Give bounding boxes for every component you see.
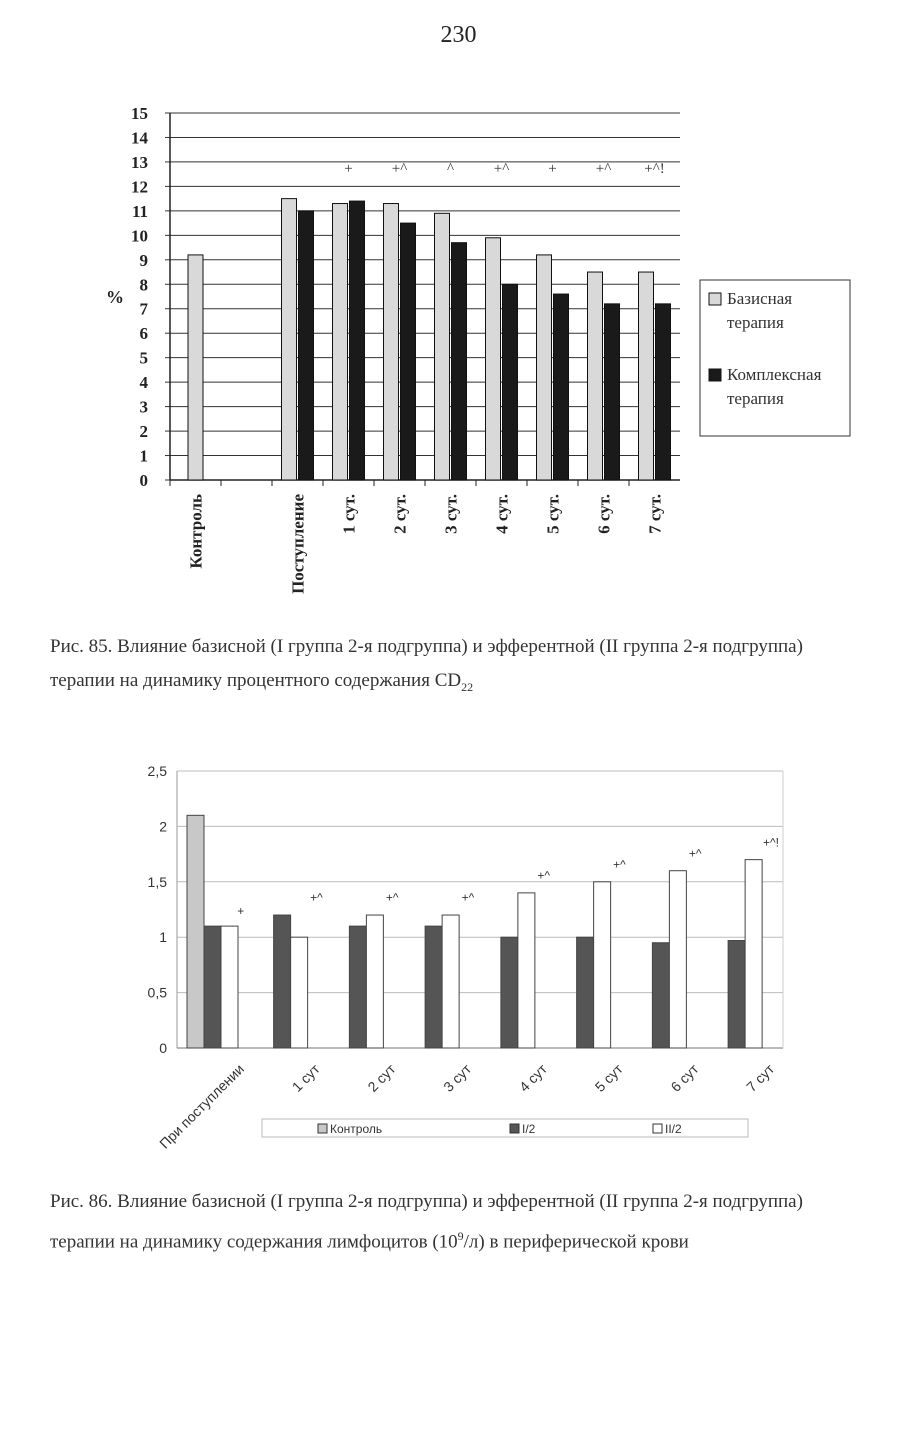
x-tick-label: 5 сут [591,1060,626,1095]
bar-complex-therapy [452,243,467,480]
x-tick-label: 7 сут. [645,494,665,534]
y-tick-label: 11 [131,201,148,221]
y-tick-label: 1 [159,929,167,946]
significance-marker: +^ [391,160,408,177]
figure-85-caption-subscript: 22 [461,679,474,694]
bar-group-i2 [501,937,518,1048]
y-tick-label: 12 [131,177,148,197]
significance-marker: +^ [688,846,702,861]
y-tick-label: 14 [131,128,148,148]
legend [700,280,850,436]
bar-basic-therapy [435,213,450,480]
bar-basic-therapy [333,204,348,480]
x-tick-label: 7 сут [743,1060,778,1095]
bar-group-ii2 [366,915,383,1048]
legend-label: Контроль [330,1122,383,1136]
bar-complex-therapy [503,284,518,480]
figure-86-caption-line1: Рис. 86. Влияние базисной (I группа 2-я подгруппа) и эфферентной (II группа 2-я подгруппа) [50,1191,803,1212]
y-tick-label: 3 [139,397,148,417]
bar-basic-therapy [537,255,552,480]
bar-group-i2 [274,915,291,1048]
bar-group-i2 [204,926,221,1048]
significance-marker: +^ [385,890,399,905]
bar-complex-therapy [605,304,620,480]
legend-swatch [510,1124,519,1133]
bar-group-i2 [728,941,745,1048]
figure-86-caption-text: терапии на динамику содержания лимфоцитов (10 [50,1231,458,1253]
bar-basic-therapy [639,272,654,480]
bar-group-ii2 [594,882,611,1048]
y-tick-label: 1,5 [147,873,167,890]
significance-marker: +^ [310,890,323,905]
figure-85-caption-text: терапии на динамику процентного содержания CD [50,670,462,691]
legend-swatch [709,293,721,305]
legend-label: Комплексная [727,365,822,384]
y-tick-label: 2,5 [147,763,167,779]
bar-group-i2 [425,926,442,1048]
y-tick-label: 4 [139,373,148,393]
x-tick-label: 1 сут [288,1060,323,1095]
y-tick-label: 0,5 [147,984,167,1001]
significance-marker: + [548,160,557,177]
legend-swatch [318,1124,327,1133]
x-tick-label: 1 сут. [339,494,359,534]
y-tick-label: 0 [139,471,148,490]
y-tick-label: 2 [159,818,167,835]
y-tick-label: 6 [139,324,148,344]
bar-complex-therapy [350,201,365,480]
bar-basic-therapy [188,255,203,480]
figure-85-caption-line1: Рис. 85. Влияние базисной (I группа 2-я подгруппа) и эфферентной (II группа 2-я подгруппа) [50,636,803,657]
bar-basic-therapy [588,272,603,480]
x-tick-label: 2 сут [364,1060,399,1095]
bar-basic-therapy [486,238,501,480]
y-tick-label: 5 [139,348,148,368]
significance-marker: + [344,160,353,177]
bar-group-ii2 [518,893,535,1048]
x-tick-label: 2 сут. [390,494,410,534]
bar-group-i2 [349,926,366,1048]
bar-basic-therapy [282,199,297,480]
legend-label: терапия [727,313,784,332]
significance-marker: + [237,904,245,919]
significance-marker: +^ [461,890,475,905]
legend-label: I/2 [522,1122,536,1136]
y-tick-label: 2 [139,422,148,442]
bar-group-ii2 [291,937,308,1048]
bar-control [187,815,204,1048]
bar-group-i2 [577,937,594,1048]
bar-group-ii2 [669,871,686,1048]
figure-86-caption-superscript: 9 [457,1229,464,1243]
bar-group-ii2 [745,860,762,1048]
bar-basic-therapy [384,204,399,480]
figure-86-caption [50,1185,880,1259]
y-axis-label: % [106,287,124,307]
significance-marker: +^! [763,835,779,850]
y-tick-label: 1 [139,446,148,466]
x-tick-label: 6 сут [667,1060,702,1095]
figure-86-caption-line2 [50,1219,880,1259]
bar-complex-therapy [554,294,569,480]
y-tick-label: 9 [139,250,148,270]
y-tick-label: 10 [131,226,148,246]
x-tick-label: 4 сут [515,1060,550,1095]
x-tick-label: 5 сут. [543,494,563,534]
y-tick-label: 15 [131,104,148,123]
x-tick-label: Поступление [288,494,308,594]
figure-86-caption-text-end: /л) в периферической крови [463,1231,689,1253]
x-tick-label: При поступлении [156,1060,247,1152]
bar-complex-therapy [299,211,314,480]
page-number: 230 [440,22,477,48]
figure-85-caption-line2 [50,664,880,704]
bar-group-ii2 [442,915,459,1048]
bar-complex-therapy [401,223,416,480]
x-tick-label: 3 сут [440,1060,475,1095]
significance-marker: +^ [537,868,551,883]
x-tick-label: 3 сут. [441,494,461,534]
significance-marker: +^ [493,160,510,177]
legend-swatch [653,1124,662,1133]
legend-label: II/2 [665,1122,682,1136]
legend-label: терапия [727,389,784,408]
legend-swatch [709,369,721,381]
x-tick-label: Контроль [186,494,206,569]
x-tick-label: 4 сут. [492,494,512,534]
figure-85-caption [50,630,880,704]
chart-lymphocytes [0,755,917,1155]
bar-group-ii2 [221,926,238,1048]
legend [262,1119,748,1137]
bar-group-i2 [652,943,669,1048]
y-tick-label: 13 [131,152,148,172]
bar-complex-therapy [656,304,671,480]
chart-cd22 [0,95,917,625]
y-tick-label: 0 [159,1040,167,1056]
significance-marker: ^ [446,160,455,177]
significance-marker: +^ [595,160,612,177]
significance-marker: +^ [613,857,626,872]
significance-marker: +^! [644,160,665,177]
legend-label: Базисная [727,289,793,308]
y-tick-label: 8 [139,275,148,295]
x-tick-label: 6 сут. [594,494,614,534]
y-tick-label: 7 [139,299,148,319]
